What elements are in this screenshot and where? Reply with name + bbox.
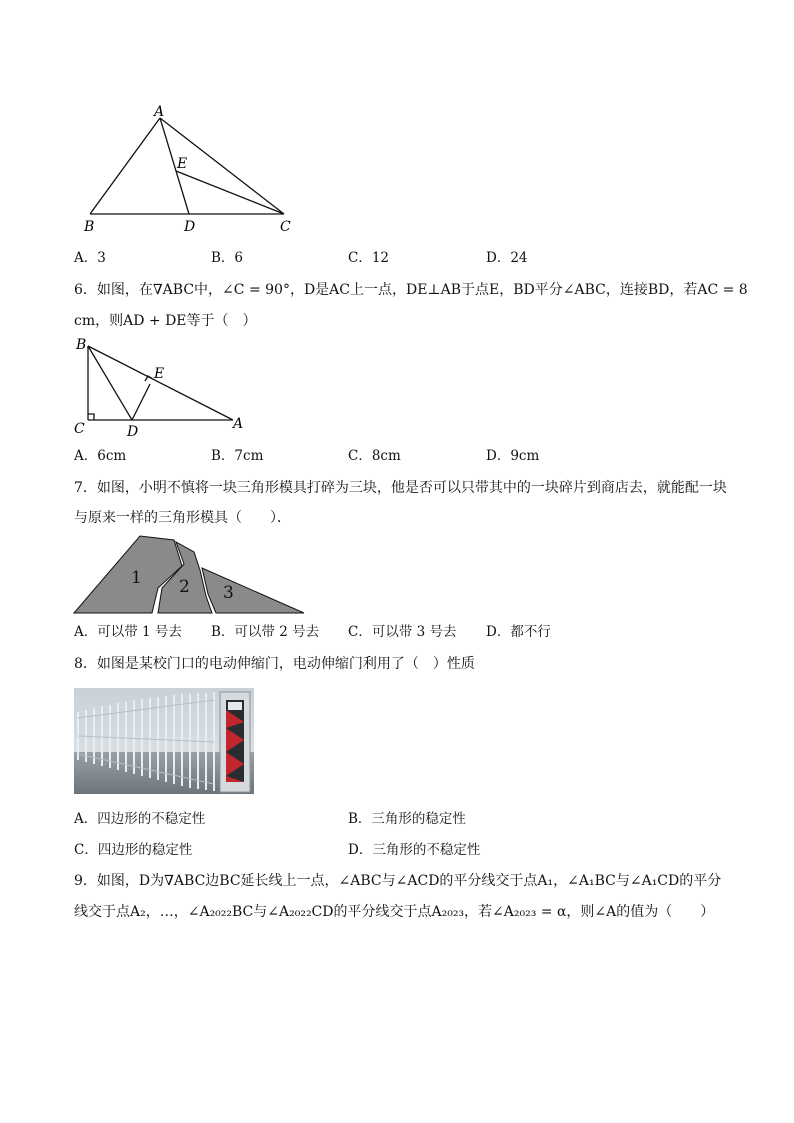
q7-text-line1: 7．如图，小明不慎将一块三角形模具打碎为三块，他是否可以只带其中的一块碎片到商店去，就能配一块 [74,480,727,496]
label-B: B [84,219,95,235]
q5-option-d[interactable]: D．24 [486,250,528,266]
label-A: A [154,104,165,120]
q6-text-line2: cm，则AD + DE等于（ ） [74,313,257,329]
q7-text-line2: 与原来一样的三角形模具（ ）． [74,510,291,526]
q8-option-b[interactable]: B．三角形的稳定性 [348,811,466,827]
q5-option-a[interactable]: A．3 [74,250,106,266]
q6-option-b[interactable]: B．7cm [211,448,264,464]
q9-text-line2: 线交于点A₂，…，∠A₂₀₂₂BC与∠A₂₀₂₂CD的平分线交于点A₂₀₂₃，若∠A₂₀₂₃ = α，则∠A的值为（ ） [74,904,715,920]
q5-option-b[interactable]: B．6 [211,250,244,266]
piece-3-label: 3 [223,583,234,603]
label-C: C [74,421,85,437]
q8-option-a[interactable]: A．四边形的不稳定性 [74,811,206,827]
piece-2-label: 2 [179,577,190,597]
q8-option-c[interactable]: C．四边形的稳定性 [74,842,193,858]
q7-option-d[interactable]: D．都不行 [486,624,551,640]
triangle-figure-q6 [70,334,250,442]
triangle-figure-q5 [80,100,310,240]
label-A: A [233,416,244,432]
broken-triangle-figure-q7 [72,530,308,618]
label-D: D [127,424,139,440]
label-D: D [184,219,196,235]
label-E: E [154,366,165,382]
q8-text-line1: 8．如图是某校门口的电动伸缩门，电动伸缩门利用了（ ）性质 [74,656,475,672]
q6-option-d[interactable]: D．9cm [486,448,540,464]
q6-option-c[interactable]: C．8cm [348,448,401,464]
piece-1-label: 1 [131,568,142,588]
label-E: E [177,156,188,172]
q7-option-a[interactable]: A．可以带 1 号去 [74,624,182,640]
q5-option-c[interactable]: C．12 [348,250,390,266]
q9-text-line1: 9．如图，D为∇ABC边BC延长线上一点，∠ABC与∠ACD的平分线交于点A₁，∠A₁BC与∠A₁CD的平分 [74,873,722,889]
retractable-gate-photo [74,688,254,794]
q6-text-line1: 6．如图，在∇ABC中，∠C = 90°，D是AC上一点，DE⊥AB于点E，BD平分∠ABC，连接BD，若AC = 8 [74,282,748,298]
label-B: B [76,337,87,353]
q6-option-a[interactable]: A．6cm [74,448,127,464]
q7-option-b[interactable]: B．可以带 2 号去 [211,624,320,640]
label-C: C [280,219,291,235]
q8-option-d[interactable]: D．三角形的不稳定性 [348,842,481,858]
q7-option-c[interactable]: C．可以带 3 号去 [348,624,457,640]
